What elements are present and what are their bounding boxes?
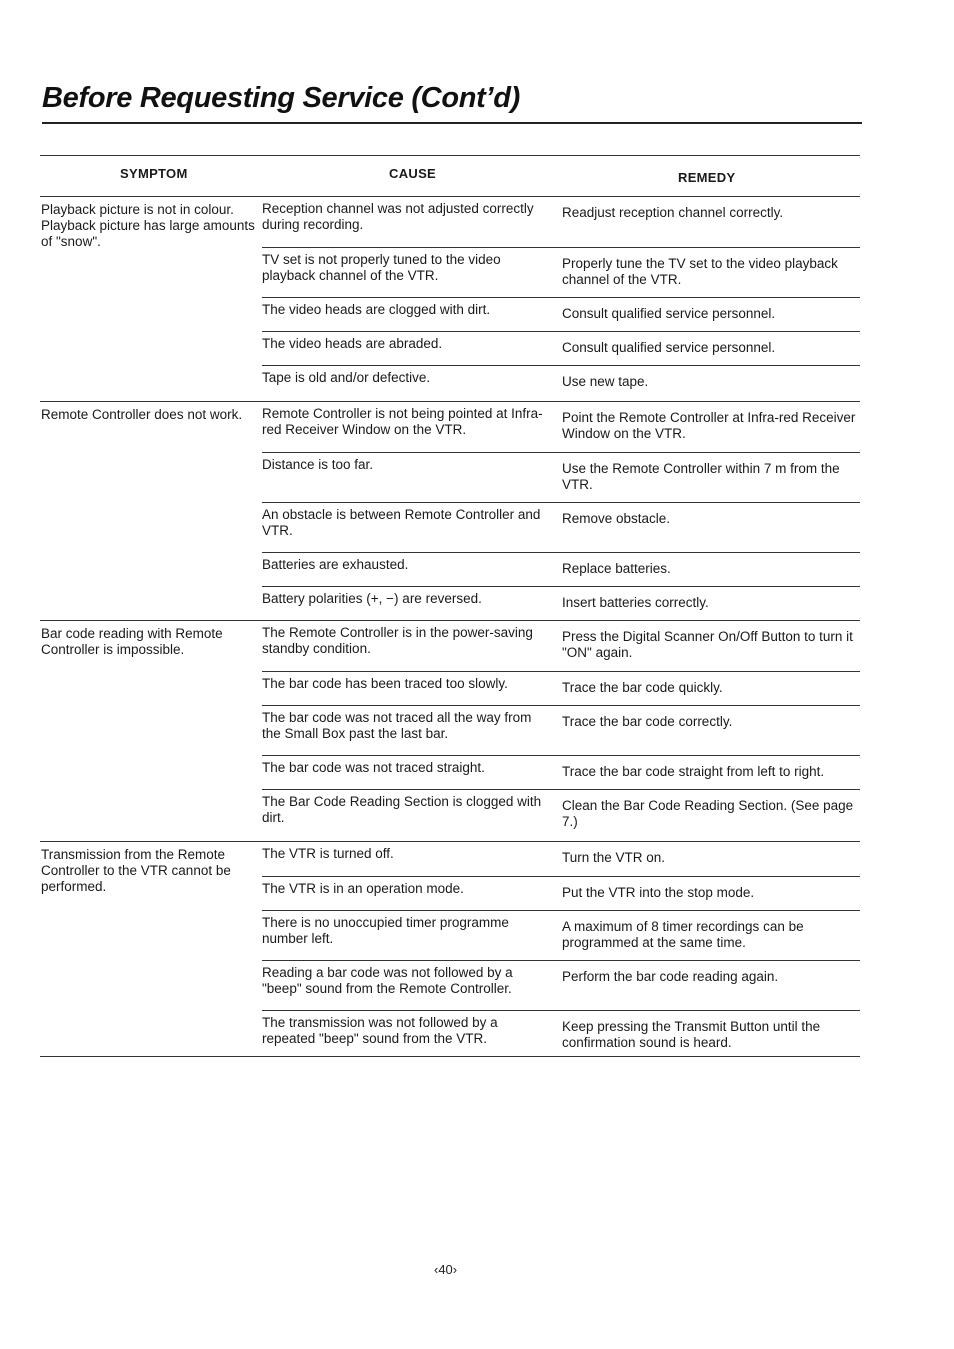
- cause-text: Reading a bar code was not followed by a "beep" sound from the Remote Controller.: [262, 965, 513, 996]
- remedy-text: Insert batteries correctly.: [562, 595, 709, 610]
- remedy-cell: [562, 621, 860, 671]
- remedy-cell: [562, 1011, 860, 1056]
- remedy-cell: [562, 453, 860, 502]
- table-row: [262, 910, 860, 960]
- table-row: [262, 705, 860, 755]
- cause-text: Distance is too far.: [262, 457, 374, 472]
- cause-cell: [262, 790, 562, 841]
- remedy-cell: [562, 706, 860, 755]
- remedy-text: Point the Remote Controller at Infra-red Receiver Window on the VTR.: [562, 410, 856, 441]
- symptom-text: Playback picture is not in colour.: [41, 202, 234, 217]
- table-row: [262, 331, 860, 365]
- title-divider: [42, 122, 862, 124]
- remedy-text: Trace the bar code straight from left to right.: [562, 764, 825, 779]
- cause-text: The video heads are clogged with dirt.: [262, 302, 491, 317]
- symptom-cell: [40, 197, 262, 401]
- cause-text: There is no unoccupied timer programme number left.: [262, 915, 509, 946]
- cause-cell: [262, 706, 562, 755]
- remedy-cell: [562, 877, 860, 910]
- table-row: [262, 842, 860, 876]
- cause-cell: [262, 877, 562, 910]
- remedy-cell: [562, 248, 860, 297]
- remedy-text: Consult qualified service personnel.: [562, 306, 776, 321]
- troubleshooting-table: [40, 155, 860, 1057]
- symptom-group: [40, 402, 860, 621]
- remedy-text: Use new tape.: [562, 374, 649, 389]
- cause-cell: [262, 197, 562, 247]
- symptom-text: Bar code reading with Remote Controller is impossible.: [41, 626, 223, 657]
- cause-remedy-list: [262, 842, 860, 1056]
- remedy-cell: [562, 842, 860, 876]
- remedy-text: Perform the bar code reading again.: [562, 969, 779, 984]
- symptom-cell: [40, 402, 262, 620]
- cause-cell: [262, 503, 562, 552]
- cause-text: The Bar Code Reading Section is clogged with dirt.: [262, 794, 542, 825]
- cause-cell: [262, 842, 562, 876]
- table-row: [262, 789, 860, 841]
- symptom-cell: [40, 842, 262, 1056]
- table-row: [262, 621, 860, 671]
- cause-text: The bar code was not traced straight.: [262, 760, 485, 775]
- cause-cell: [262, 366, 562, 401]
- remedy-text: Trace the bar code correctly.: [562, 714, 733, 729]
- remedy-cell: [562, 503, 860, 552]
- cause-text: An obstacle is between Remote Controller and VTR.: [262, 507, 541, 538]
- cause-text: Battery polarities (+, −) are reversed.: [262, 591, 482, 606]
- cause-remedy-list: [262, 621, 860, 841]
- cause-text: Tape is old and/or defective.: [262, 370, 431, 385]
- remedy-cell: [562, 332, 860, 365]
- table-row: [262, 960, 860, 1010]
- cause-remedy-list: [262, 402, 860, 620]
- table-header: [40, 155, 860, 197]
- cause-cell: [262, 911, 562, 960]
- table-row: [262, 755, 860, 789]
- remedy-cell: [562, 672, 860, 705]
- cause-header: CAUSE: [389, 166, 437, 181]
- table-row: [262, 247, 860, 297]
- remedy-text: Use the Remote Controller within 7 m from the VTR.: [562, 461, 840, 492]
- cause-text: The bar code was not traced all the way from the Small Box past the last bar.: [262, 710, 532, 741]
- remedy-text: Press the Digital Scanner On/Off Button to turn it "ON" again.: [562, 629, 853, 660]
- cause-text: Batteries are exhausted.: [262, 557, 409, 572]
- remedy-cell: [562, 961, 860, 1010]
- cause-cell: [262, 587, 562, 620]
- cause-text: The VTR is in an operation mode.: [262, 881, 464, 896]
- remedy-text: Put the VTR into the stop mode.: [562, 885, 755, 900]
- cause-text: Reception channel was not adjusted correctly during recording.: [262, 201, 534, 232]
- table-row: [262, 365, 860, 401]
- cause-cell: [262, 298, 562, 331]
- cause-cell: [262, 756, 562, 789]
- remedy-text: Readjust reception channel correctly.: [562, 205, 784, 220]
- cause-cell: [262, 621, 562, 671]
- page-title: Before Requesting Service (Cont’d): [42, 82, 521, 114]
- remedy-cell: [562, 756, 860, 789]
- remedy-cell: [562, 402, 860, 452]
- remedy-text: Properly tune the TV set to the video playback channel of the VTR.: [562, 256, 838, 287]
- cause-cell: [262, 453, 562, 502]
- remedy-cell: [562, 790, 860, 841]
- remedy-text: Consult qualified service personnel.: [562, 340, 776, 355]
- cause-cell: [262, 402, 562, 452]
- remedy-text: Keep pressing the Transmit Button until the confirmation sound is heard.: [562, 1019, 821, 1050]
- remedy-text: Remove obstacle.: [562, 511, 671, 526]
- cause-cell: [262, 961, 562, 1010]
- cause-text: The bar code has been traced too slowly.: [262, 676, 508, 691]
- table-row: [262, 197, 860, 247]
- table-row: [262, 402, 860, 452]
- remedy-cell: [562, 366, 860, 401]
- table-row: [262, 1010, 860, 1056]
- symptom-text: Transmission from the Remote Controller to the VTR cannot be performed.: [41, 847, 231, 894]
- symptom-group: [40, 197, 860, 402]
- symptom-group: [40, 842, 860, 1057]
- cause-text: The transmission was not followed by a repeated "beep" sound from the VTR.: [262, 1015, 498, 1046]
- cause-text: The VTR is turned off.: [262, 846, 394, 861]
- symptom-group: [40, 621, 860, 842]
- cause-text: TV set is not properly tuned to the video playback channel of the VTR.: [262, 252, 501, 283]
- table-row: [262, 552, 860, 586]
- remedy-cell: [562, 553, 860, 586]
- symptom-text: Remote Controller does not work.: [41, 407, 243, 422]
- cause-text: The video heads are abraded.: [262, 336, 443, 351]
- remedy-cell: [562, 587, 860, 620]
- page-number: ‹40›: [434, 1262, 458, 1277]
- table-row: [262, 502, 860, 552]
- remedy-cell: [562, 911, 860, 960]
- symptom-cell: [40, 621, 262, 841]
- table-row: [262, 671, 860, 705]
- cause-text: The Remote Controller is in the power-saving standby condition.: [262, 625, 533, 656]
- symptom-header: SYMPTOM: [120, 166, 188, 181]
- table-row: [262, 586, 860, 620]
- remedy-text: A maximum of 8 timer recordings can be programmed at the same time.: [562, 919, 804, 950]
- cause-text: Remote Controller is not being pointed at Infra-red Receiver Window on the VTR.: [262, 406, 543, 437]
- remedy-header: REMEDY: [678, 170, 736, 185]
- cause-cell: [262, 553, 562, 586]
- table-row: [262, 876, 860, 910]
- cause-cell: [262, 1011, 562, 1056]
- remedy-text: Clean the Bar Code Reading Section. (See page 7.): [562, 798, 854, 829]
- cause-cell: [262, 672, 562, 705]
- table-row: [262, 452, 860, 502]
- remedy-text: Turn the VTR on.: [562, 850, 666, 865]
- cause-cell: [262, 248, 562, 297]
- cause-remedy-list: [262, 197, 860, 401]
- remedy-text: Replace batteries.: [562, 561, 671, 576]
- table-row: [262, 297, 860, 331]
- cause-cell: [262, 332, 562, 365]
- remedy-cell: [562, 298, 860, 331]
- symptom-text: Playback picture has large amounts of "snow".: [41, 218, 255, 249]
- remedy-text: Trace the bar code quickly.: [562, 680, 723, 695]
- remedy-cell: [562, 197, 860, 247]
